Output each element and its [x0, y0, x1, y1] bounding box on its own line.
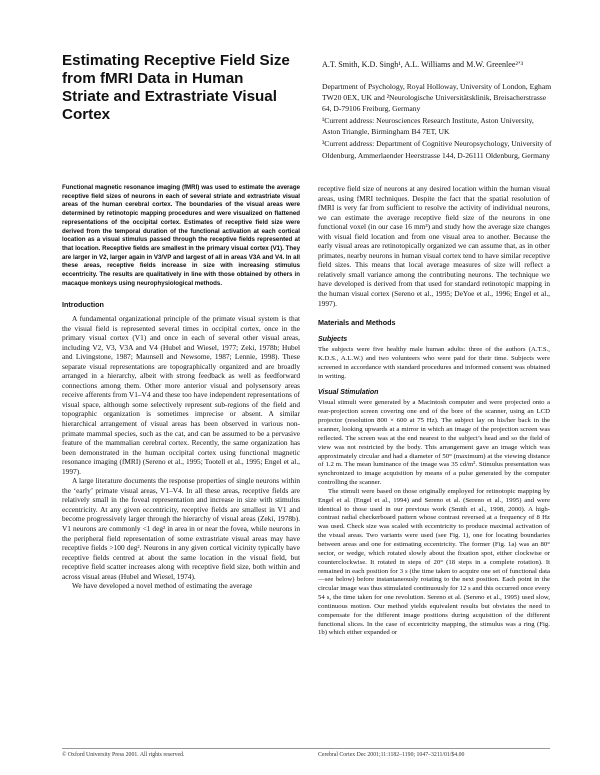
subsection-heading-subjects: Subjects — [318, 336, 348, 344]
abstract: Functional magnetic resonance imaging (fMRI) was used to estimate the average receptive field sizes of neurons in each of several striate and extrastriate visual areas of the human cerebral cortex. The boundaries of the visual areas were determined by retinotopic mapping procedures and were visualized on flattened representations of the occipital cortex. Estimates of receptive field size were derived from the temporal duration of the functional activation at each cortical location as a visual stimulus passed through the receptive fields represented at that location. Receptive fields are smallest in the primary visual cortex (V1). They are larger in V2, larger again in V3/VP and largest of all in areas V3A and V4. In all these areas, receptive fields increase in size with increasing stimulus eccentricity. The results are qualitatively in line with those obtained by others in macaque monkeys using neurophysiological methods. — [62, 184, 300, 287]
affiliation: ¹Current address: Neurosciences Research Institute, Aston University, Aston Triangle, Birmingham B4 7ET, UK — [322, 116, 534, 137]
subsection-heading-visual-stimulation: Visual Stimulation — [318, 389, 379, 397]
journal-footer: Cerebral Cortex Dec 2001;11:1182–1190; 1047–3211/01/$4.00 — [318, 752, 465, 758]
affiliations — [322, 81, 552, 162]
paragraph: A fundamental organizational principle of the primate visual system is that the visual field is represented several times in occipital cortex, once in the primary visual cortex (V1) and once in each of several other visual areas, including V2, V3, V3A and V4 (Hubel and Wiesel, 1977; Zeki, 1978b; Hubel and Livingstone, 1987; Maunsell and Newsome, 1987; Lennie, 1998). These separate visual representations are topographically organized and are broadly arranged in a hierarchy, albeit with strong feedback as well as feedforward connections among them. Other more anterior visual and polysensory areas receive afferents from V1–V4 and these too have independent representations of visual space, although some selectively represent sub-regions of the field and topographic organization is sometimes imprecise or absent. A similar hierarchical arrangement of visual areas has been observed in various non-primate mammal species, such as the cat, and can be assumed to be a pervasive feature of the mammalian cerebral cortex. Recently, the same organization has been demonstrated in the human occipital cortex using functional magnetic resonance imaging (fMRI) (Sereno et al., 1995; Tootell et al., 1995; Engel et al., 1997). — [62, 314, 300, 476]
paper-title: Estimating Receptive Field Size from fMRI Data in Human Striate and Extrastriate Visual Cortex — [62, 52, 290, 123]
methods-body — [318, 335, 550, 638]
author-list: A.T. Smith, K.D. Singh¹, A.L. Williams and M.W. Greenlee²ʼ³ — [322, 60, 524, 69]
footer-divider — [62, 748, 550, 749]
paragraph: A large literature documents the response properties of single neurons within the ‘early’ primate visual areas, V1–V4. In all these areas, receptive fields are relatively small in the foveal representation and increase in size with stimulus eccentricity. At any given eccentricity, receptive fields are smallest in V1 and become progressively larger through the hierarchy of visual areas (Zeki, 1978b). V1 neurons are commonly <1 deg² in area in or near the fovea, while neurons in the peripheral field representation of some extrastriate visual areas may have receptive fields >100 deg². Neurons in any given cortical vicinity typically have receptive fields centred at about the same location in the visual field, but receptive field scatter increases along with receptive field size, both within and across visual areas (Hubel and Wiesel, 1974). — [62, 476, 300, 581]
paragraph: We have developed a novel method of estimating the average — [72, 581, 253, 591]
paragraph: Visual stimuli were generated by a Macintosh computer and were projected onto a rear-projection screen covering one end of the bore of the scanner, using an LCD projector (resolution 800 × 600 at 75 Hz). The subject lay on his/her back in the scanner, looking upwards at a mirror in which an image of the projection screen was reflected. The screen was at the end nearest to the subject’s head and so the field of view was not restricted by the body. This arrangement gave an image which was approximately circular and had a diameter of 50° (maximum) at the viewing distance of 1.2 m. The mean luminance of the image was 35 cd/m². Stimulus presentation was synchronized to image acquisition by means of a pulse generated by the computer controlling the scanner. — [318, 399, 550, 487]
paragraph: receptive field size of neurons at any desired location within the human visual areas, using fMRI techniques. Despite the fact that the spatial resolution of fMRI is very far from sufficient to resolve the activity of individual neurons, we can estimate the average receptive field size of the neurons in one functional voxel (in our case 16 mm³) and study how the average size changes with visual field location and from one visual area to another. Because the early visual areas are retinotopically organized we can assume that, as in other primates, nearby neurons in human visual cortex tend to have similar receptive field sizes. This means that local average measures of size will reflect a relatively small variance among the contributing neurons. The technique we have developed is derived from that used for standard retinotopic mapping in the human visual cortex (Sereno et al., 1995; DeYoe et al., 1996; Engel et al., 1997). — [318, 184, 550, 308]
copyright-footer: © Oxford University Press 2001. All rights reserved. — [62, 752, 185, 758]
right-column — [318, 184, 550, 638]
left-column — [62, 300, 300, 591]
section-heading-introduction: Introduction — [62, 300, 104, 309]
section-heading-methods: Materials and Methods — [318, 318, 396, 328]
affiliation: ³Current address: Department of Cognitive Neuropsychology, University of Oldenburg, Ammerlaender Heerstrasse 144, D-26111 Oldenburg, Germany — [322, 139, 552, 160]
paragraph: The stimuli were based on those originally employed for retinotopic mapping by Engel et al. (Engel et al., 1994) and Sereno et al. (Sereno et al., 1995) and were identical to those used in our previous work (Smith et al., 1998, 2000). A high-contrast radial checkerboard pattern whose contrast reversed at a frequency of 8 Hz was used. Check size was scaled with eccentricity to produce maximal activation of the visual areas. Two variants were used (see Fig. 1), one for locating boundaries between areas and one for estimating eccentricity. The former (Fig. 1a) was an 80° sector, or wedge, which rotated slowly about the fixation spot, either clockwise or counterclockwise. It rotated in steps of 20° (18 steps in a complete rotation). It remained in each position for 3 s (the time taken to acquire one set of functional data—see below) before instantaneously rotating to the next position. Each point in the circular image was thus stimulated continuously for 12 s and this occurred once every 54 s, the time taken for one revolution. Sereno et al. (Sereno et al., 1995) used slow, continuous motion. Our method yields equivalent results but obviates the need to compensate for the different image positions during acquisition of the different functional slices. In the case of eccentricity mapping, the stimulus was a ring (Fig. 1b) which either expanded or — [318, 487, 550, 637]
affiliation: Department of Psychology, Royal Holloway, University of London, Egham TW20 0EX, UK and ²Neurologische Universitätsklinik, Breisacherstrasse 64, D-79106 Freiburg, Germany — [322, 82, 552, 114]
paragraph: The subjects were five healthy male human adults: three of the authors (A.T.S., K.D.S., A.L.W.) and two volunteers who were paid for their time. Subjects were screened in accordance with standard procedures and informed consent was obtained in writing. — [318, 346, 550, 380]
